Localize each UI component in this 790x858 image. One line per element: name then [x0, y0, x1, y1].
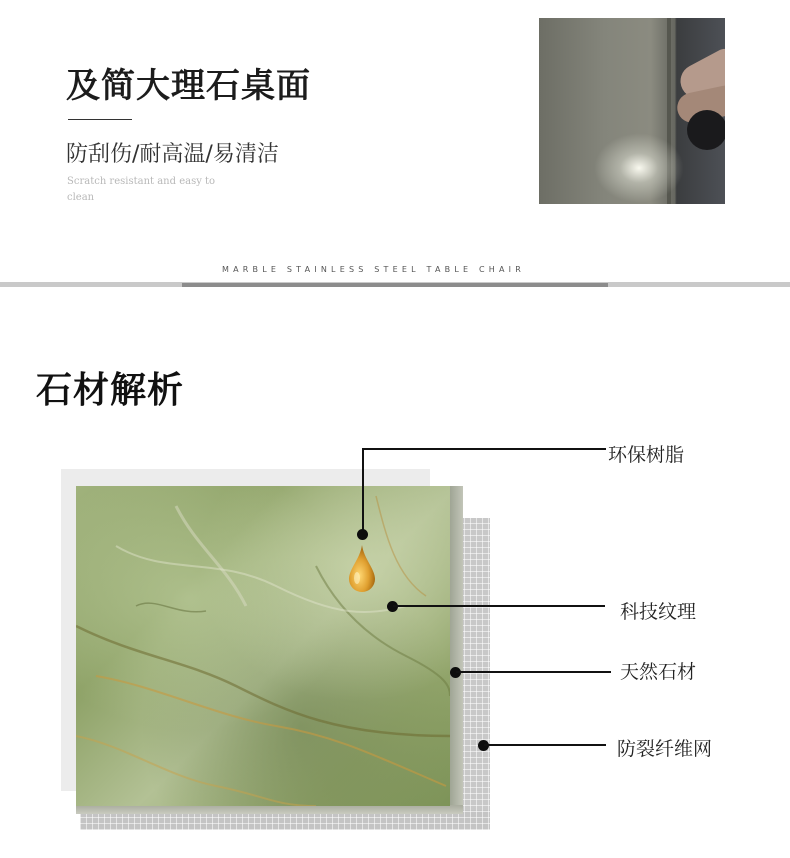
layer-label-stone: 天然石材 [620, 661, 697, 683]
layer-label-resin: 环保树脂 [608, 444, 685, 466]
marble-veins [76, 486, 450, 806]
feature-subtitle: 防刮伤/耐高温/易清洁 [66, 142, 279, 167]
layer-label-mesh: 防裂纤维网 [617, 738, 713, 760]
product-closeup-photo [539, 18, 725, 204]
feature-subtitle-english: Scratch resistant and easy to clean [67, 176, 216, 203]
callout-line-texture [393, 605, 605, 607]
resin-drop-icon [348, 545, 376, 593]
divider-dark [182, 283, 608, 287]
brand-tagline: MARBLE STAINLESS STEEL TABLE CHAIR [222, 265, 525, 274]
callout-dot-resin [357, 529, 368, 540]
natural-stone-layer [448, 486, 463, 811]
photo-shadow [687, 110, 725, 150]
callout-line-stone [456, 671, 611, 673]
callout-line-resin [362, 448, 606, 450]
layer-label-texture: 科技纹理 [620, 601, 697, 623]
callout-line-resin [362, 448, 364, 536]
section-title: 石材解析 [36, 369, 185, 411]
callout-line-mesh [484, 744, 606, 746]
photo-light-reflection [594, 133, 684, 203]
page-title: 及简大理石桌面 [66, 66, 311, 106]
marble-texture-surface [76, 486, 450, 806]
title-divider [68, 119, 132, 120]
natural-stone-layer-edge [76, 805, 463, 814]
